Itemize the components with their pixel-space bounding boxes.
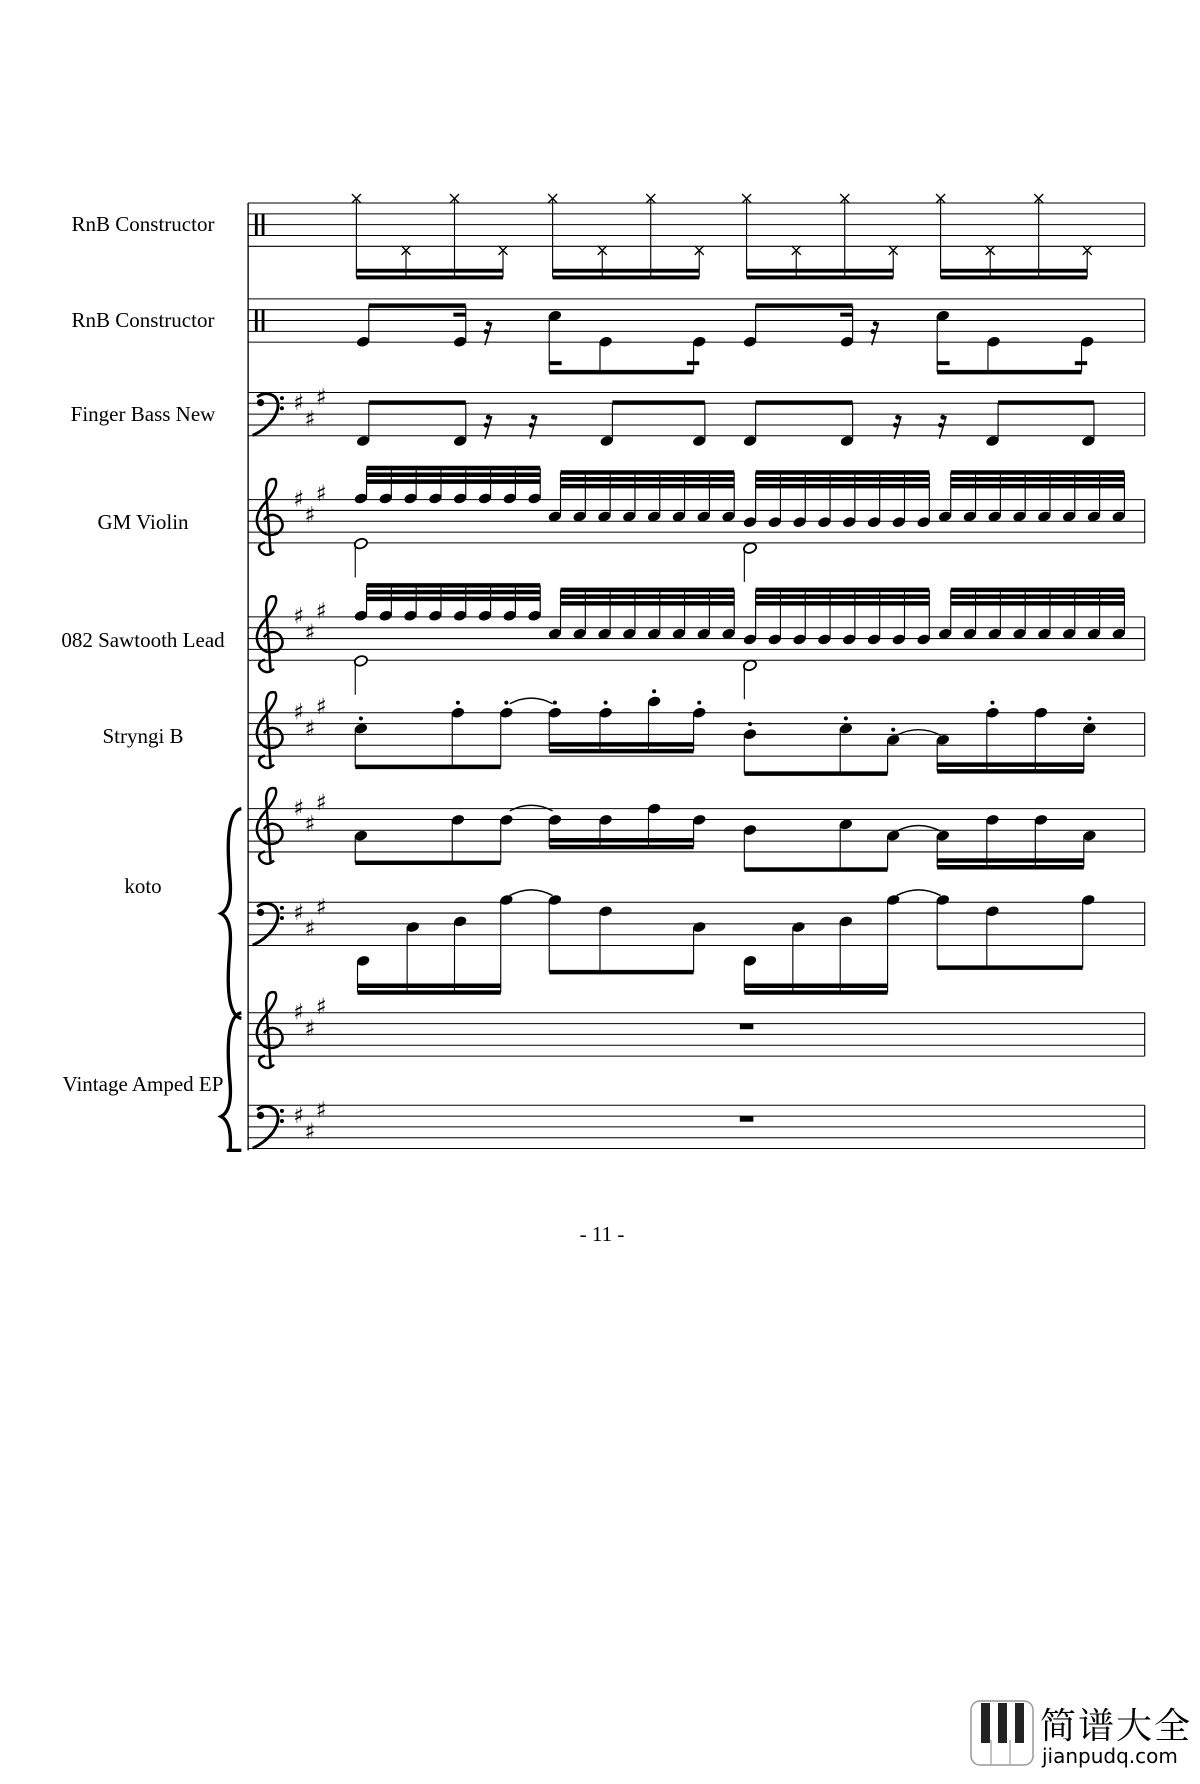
- sharp-icon: ♯: [304, 715, 316, 742]
- rest-dot: [486, 415, 491, 420]
- sharp-icon: ♯: [315, 894, 327, 921]
- treble-clef-icon: [257, 596, 283, 672]
- sharp-icon: ♯: [304, 406, 316, 433]
- staccato-dot: [891, 728, 895, 732]
- sharp-icon: ♯: [315, 480, 327, 507]
- staccato-dot: [456, 701, 460, 705]
- rest-dot: [940, 415, 945, 420]
- rest-dot: [486, 321, 491, 326]
- staccato-dot: [553, 701, 557, 705]
- rest-dot: [895, 415, 900, 420]
- staccato-dot: [1087, 716, 1091, 720]
- bass-clef-dot: [280, 906, 284, 910]
- staccato-dot: [748, 722, 752, 726]
- logo-site: jianpudq.com: [1042, 1744, 1178, 1768]
- sharp-icon: ♯: [315, 1097, 327, 1124]
- sharp-icon: ♯: [315, 789, 327, 816]
- instrument-label-koto: koto: [124, 874, 162, 898]
- brace-icon: [221, 809, 241, 1019]
- tie: [510, 805, 553, 811]
- sharp-icon: ♯: [304, 619, 316, 646]
- rest-dot: [938, 423, 943, 428]
- sharp-icon: ♯: [293, 486, 305, 513]
- sharp-icon: ♯: [304, 1119, 316, 1146]
- sharp-icon: ♯: [293, 795, 305, 822]
- sharp-icon: ♯: [293, 999, 305, 1026]
- sharp-icon: ♯: [315, 598, 327, 625]
- sharp-icon: ♯: [293, 699, 305, 726]
- whole-rest-icon: [740, 1116, 754, 1122]
- staccato-dot: [990, 701, 994, 705]
- staccato-dot: [604, 701, 608, 705]
- bass-clef-dot: [280, 916, 284, 920]
- sharp-icon: ♯: [293, 899, 305, 926]
- sharp-icon: ♯: [315, 994, 327, 1021]
- sharp-icon: ♯: [304, 502, 316, 529]
- piano-keys-icon: [970, 1700, 1034, 1766]
- treble-clef-icon: [257, 788, 283, 864]
- instrument-label-gm-violin: GM Violin: [97, 510, 189, 534]
- sharp-icon: ♯: [293, 1102, 305, 1129]
- sharp-icon: ♯: [293, 390, 305, 417]
- instrument-label-rnb-constructor-1: RnB Constructor: [71, 212, 215, 236]
- sharp-icon: ♯: [304, 1015, 316, 1042]
- bass-clef-dot: [280, 1109, 284, 1113]
- instrument-label-sawtooth-lead: 082 Sawtooth Lead: [61, 628, 225, 652]
- staccato-dot: [652, 689, 656, 693]
- treble-clef-icon: [257, 479, 283, 555]
- tie: [510, 890, 553, 896]
- instrument-label-rnb-constructor-2: RnB Constructor: [71, 308, 215, 332]
- tie: [897, 890, 941, 896]
- logo-title: 简谱大全: [1040, 1706, 1193, 1747]
- rest-dot: [873, 321, 878, 326]
- instrument-label-vintage-amped-ep: Vintage Amped EP: [62, 1072, 224, 1096]
- instrument-label-finger-bass: Finger Bass New: [70, 402, 216, 426]
- sharp-icon: ♯: [315, 384, 327, 411]
- bass-clef-dot: [280, 406, 284, 410]
- sharp-icon: ♯: [304, 916, 316, 943]
- instrument-label-stryngi-b: Stryngi B: [102, 724, 184, 748]
- site-logo: [970, 1700, 1192, 1768]
- rest-dot: [893, 423, 898, 428]
- percussion-clef-icon: [262, 310, 265, 332]
- bass-clef-dot: [280, 396, 284, 400]
- staccato-dot: [844, 716, 848, 720]
- page-number: - 11 -: [579, 1222, 625, 1246]
- staccato-dot: [504, 701, 508, 705]
- percussion-clef-icon: [262, 214, 265, 236]
- bass-clef-dot: [257, 909, 264, 916]
- rest-dot: [529, 423, 534, 428]
- sharp-icon: ♯: [293, 603, 305, 630]
- whole-rest-icon: [740, 1024, 754, 1030]
- rest-dot: [484, 423, 489, 428]
- sharp-icon: ♯: [304, 811, 316, 838]
- bass-clef-dot: [257, 1112, 264, 1119]
- bass-clef-dot: [280, 1119, 284, 1123]
- staccato-dot: [697, 701, 701, 705]
- treble-clef-icon: [257, 692, 283, 768]
- tie: [510, 698, 553, 704]
- rest-dot: [870, 329, 875, 334]
- treble-clef-icon: [257, 992, 283, 1068]
- sharp-icon: ♯: [315, 694, 327, 721]
- rest-dot: [531, 415, 536, 420]
- rest-dot: [484, 329, 489, 334]
- staccato-dot: [359, 716, 363, 720]
